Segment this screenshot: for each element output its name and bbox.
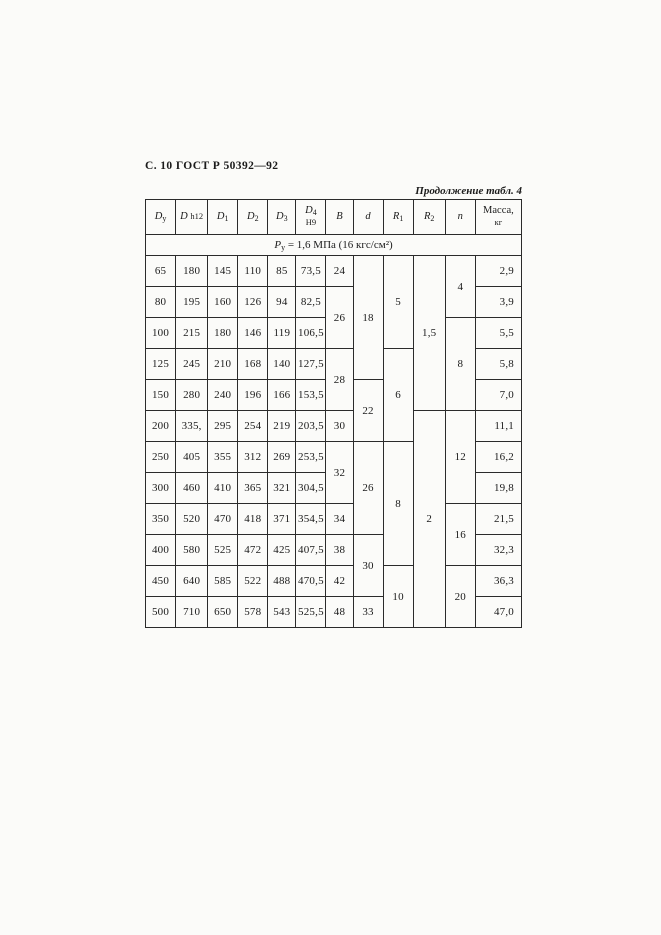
table-cell: 24: [326, 256, 353, 287]
table-cell: 80: [146, 287, 176, 318]
table-cell: 354,5: [296, 504, 326, 535]
column-header-dy: $D_у$: [146, 200, 176, 235]
table-cell: 73,5: [296, 256, 326, 287]
table-cell: 210: [208, 349, 238, 380]
table-cell: 355: [208, 442, 238, 473]
table-cell: 110: [238, 256, 268, 287]
table-cell: 525,5: [296, 597, 326, 628]
table-cell: 304,5: [296, 473, 326, 504]
table-cell: 710: [176, 597, 208, 628]
table-row: [146, 411, 522, 442]
table-cell: 640: [176, 566, 208, 597]
table-row: [146, 566, 522, 597]
table-cell: 34: [326, 504, 353, 535]
table-cell: 300: [146, 473, 176, 504]
table-cell: 32: [326, 442, 353, 504]
table-cell: 200: [146, 411, 176, 442]
table-cell: 335,: [176, 411, 208, 442]
table-cell: 543: [268, 597, 296, 628]
table-cell: 1,5: [413, 256, 445, 411]
table-cell: 32,3: [475, 535, 521, 566]
table-cell: 470: [208, 504, 238, 535]
table-cell: 6: [383, 349, 413, 442]
table-cell: 254: [238, 411, 268, 442]
dimensions-table: [145, 199, 522, 628]
table-cell: 33: [353, 597, 383, 628]
table-cell: 65: [146, 256, 176, 287]
table-cell: 2: [413, 411, 445, 628]
table-cell: 195: [176, 287, 208, 318]
pressure-subheader: $Р_у = 1,6$ МПа (16 кгс/см²): [146, 235, 522, 256]
table-cell: 8: [445, 318, 475, 411]
table-cell: 240: [208, 380, 238, 411]
table-cell: 48: [326, 597, 353, 628]
table-cell: 470,5: [296, 566, 326, 597]
table-cell: 5,5: [475, 318, 521, 349]
table-cell: 160: [208, 287, 238, 318]
page-content: [145, 160, 522, 628]
table-subheader-row: [146, 235, 522, 256]
table-cell: 350: [146, 504, 176, 535]
table-cell: 400: [146, 535, 176, 566]
column-header-n: n: [445, 200, 475, 235]
table-cell: 580: [176, 535, 208, 566]
table-cell: 245: [176, 349, 208, 380]
table-cell: 146: [238, 318, 268, 349]
table-cell: 119: [268, 318, 296, 349]
table-cell: 3,9: [475, 287, 521, 318]
table-cell: 28: [326, 349, 353, 411]
table-cell: 312: [238, 442, 268, 473]
table-row: [146, 256, 522, 287]
column-header-r2: $R_2$: [413, 200, 445, 235]
table-cell: 145: [208, 256, 238, 287]
table-cell: 26: [353, 442, 383, 535]
table-cell: 407,5: [296, 535, 326, 566]
page-header: С. 10 ГОСТ Р 50392—92: [145, 160, 279, 172]
table-cell: 106,5: [296, 318, 326, 349]
table-cell: 180: [176, 256, 208, 287]
table-cell: 30: [353, 535, 383, 597]
table-row: [146, 504, 522, 535]
column-header-d: D h12: [176, 200, 208, 235]
table-cell: 36,3: [475, 566, 521, 597]
table-cell: 153,5: [296, 380, 326, 411]
table-cell: 215: [176, 318, 208, 349]
table-cell: 38: [326, 535, 353, 566]
table-cell: 21,5: [475, 504, 521, 535]
table-cell: 127,5: [296, 349, 326, 380]
column-header-b: B: [326, 200, 353, 235]
table-cell: 82,5: [296, 287, 326, 318]
table-cell: 405: [176, 442, 208, 473]
table-cell: 30: [326, 411, 353, 442]
column-header-d3: $D_3$: [268, 200, 296, 235]
table-cell: 166: [268, 380, 296, 411]
table-cell: 450: [146, 566, 176, 597]
table-cell: 140: [268, 349, 296, 380]
table-continuation-label: Продолжение табл. 4: [415, 185, 522, 197]
table-header-row: [146, 200, 522, 235]
table-cell: 525: [208, 535, 238, 566]
table-cell: 269: [268, 442, 296, 473]
table-cell: 488: [268, 566, 296, 597]
table-cell: 321: [268, 473, 296, 504]
column-header-hole: d: [353, 200, 383, 235]
table-cell: 196: [238, 380, 268, 411]
table-cell: 650: [208, 597, 238, 628]
table-cell: 125: [146, 349, 176, 380]
table-cell: 280: [176, 380, 208, 411]
table-cell: 500: [146, 597, 176, 628]
table-cell: 4: [445, 256, 475, 318]
table-cell: 126: [238, 287, 268, 318]
table-cell: 8: [383, 442, 413, 566]
table-cell: 410: [208, 473, 238, 504]
column-header-d2: $D_2$: [238, 200, 268, 235]
table-cell: 47,0: [475, 597, 521, 628]
table-cell: 22: [353, 380, 383, 442]
column-header-mass: Масса, кг: [475, 200, 521, 235]
table-cell: 250: [146, 442, 176, 473]
table-cell: 26: [326, 287, 353, 349]
table-cell: 371: [268, 504, 296, 535]
table-cell: 365: [238, 473, 268, 504]
table-cell: 12: [445, 411, 475, 504]
table-cell: 7,0: [475, 380, 521, 411]
table-cell: 5,8: [475, 349, 521, 380]
table-cell: 578: [238, 597, 268, 628]
table-cell: 150: [146, 380, 176, 411]
table-cell: 2,9: [475, 256, 521, 287]
table-cell: 180: [208, 318, 238, 349]
table-cell: 219: [268, 411, 296, 442]
column-header-d1: $D_1$: [208, 200, 238, 235]
table-cell: 295: [208, 411, 238, 442]
table-cell: 5: [383, 256, 413, 349]
table-cell: 100: [146, 318, 176, 349]
table-cell: 94: [268, 287, 296, 318]
table-cell: 425: [268, 535, 296, 566]
table-cell: 203,5: [296, 411, 326, 442]
table-cell: 168: [238, 349, 268, 380]
table-cell: 42: [326, 566, 353, 597]
table-cell: 520: [176, 504, 208, 535]
table-cell: 585: [208, 566, 238, 597]
table-cell: 253,5: [296, 442, 326, 473]
table-cell: 16: [445, 504, 475, 566]
table-cell: 19,8: [475, 473, 521, 504]
table-cell: 460: [176, 473, 208, 504]
table-cell: 20: [445, 566, 475, 628]
table-cell: 10: [383, 566, 413, 628]
table-cell: 418: [238, 504, 268, 535]
table-cell: 472: [238, 535, 268, 566]
table-cell: 16,2: [475, 442, 521, 473]
table-cell: 18: [353, 256, 383, 380]
table-cell: 522: [238, 566, 268, 597]
column-header-r1: $R_1$: [383, 200, 413, 235]
table-cell: 85: [268, 256, 296, 287]
column-header-d4: $D_4$ H9: [296, 200, 326, 235]
table-cell: 11,1: [475, 411, 521, 442]
